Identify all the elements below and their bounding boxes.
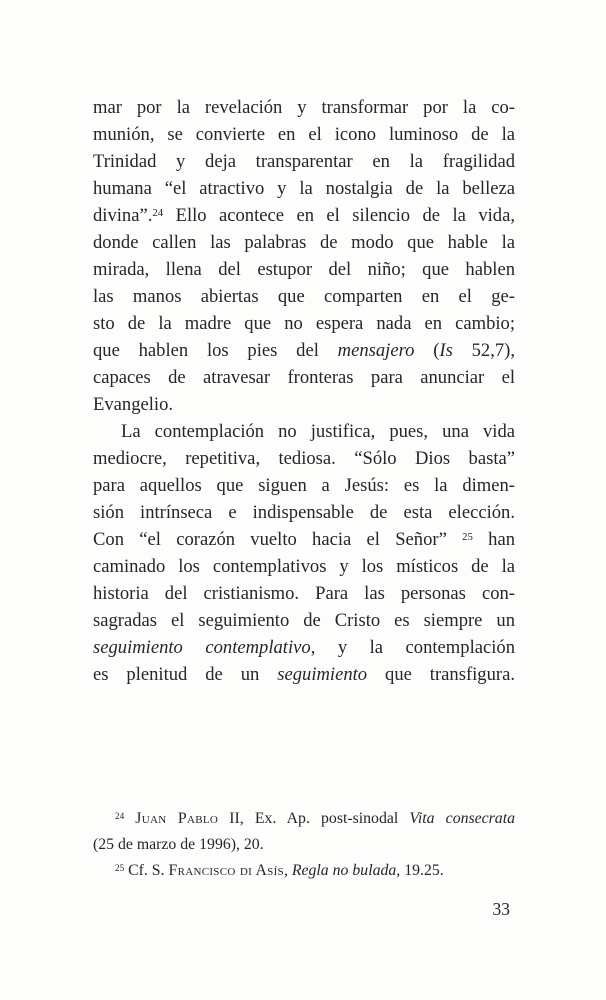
text-line: mediocre, repetitiva, tediosa. “Sólo Dios basta” bbox=[93, 448, 515, 469]
text-line: caminado los contemplativos y los místicos de la bbox=[93, 556, 515, 577]
text-line: Trinidad y deja transparentar en la fragilidad bbox=[93, 151, 515, 172]
text-line: $^{24}$ Juan Pablo II, Ex. Ap. post-sinodal Vita consecrata bbox=[115, 810, 515, 827]
footnote-24 bbox=[93, 806, 515, 858]
small-caps-text: Juan Pablo bbox=[135, 810, 219, 827]
page-number: 33 bbox=[492, 899, 510, 919]
text-line: sagradas el seguimiento de Cristo es siempre un bbox=[93, 610, 515, 631]
footnote-reference: 25 bbox=[115, 862, 125, 873]
italic-text: seguimiento contemplativo bbox=[93, 637, 311, 658]
body-paragraph-1 bbox=[93, 94, 515, 418]
text-line: Con “el corazón vuelto hacia el Señor” $^{25}$ han bbox=[93, 529, 515, 550]
text-line: $^{25}$ Cf. S. Francisco di Asís, Regla no bulada, 19.25. bbox=[115, 862, 444, 879]
italic-text: Vita consecrata bbox=[409, 810, 515, 827]
text-line: es plenitud de un seguimiento que transfigura. bbox=[93, 664, 515, 685]
text-line: sto de la madre que no espera nada en cambio; bbox=[93, 313, 515, 334]
italic-text: Regla no bulada bbox=[291, 862, 397, 879]
text-line: La contemplación no justifica, pues, una vida bbox=[121, 421, 515, 442]
text-line: (25 de marzo de 1996), 20. bbox=[93, 836, 264, 853]
italic-text: seguimiento bbox=[277, 664, 368, 685]
italic-text: mensajero bbox=[337, 340, 415, 361]
text-line: divina”.$^{24}$ Ello acontece en el silencio de la vida, bbox=[93, 205, 515, 226]
body-paragraph-2 bbox=[93, 418, 515, 688]
footnote-reference: 25 bbox=[462, 530, 473, 543]
text-line: que hablen los pies del mensajero (Is 52,7), bbox=[93, 340, 515, 361]
footnote-reference: 24 bbox=[115, 810, 125, 821]
text-line: Evangelio. bbox=[93, 394, 174, 415]
text-line: capaces de atravesar fronteras para anunciar el bbox=[93, 367, 515, 388]
text-line: sión intrínseca e indispensable de esta elección. bbox=[93, 502, 515, 523]
text-line: mirada, llena del estupor del niño; que hablen bbox=[93, 259, 515, 280]
text-line: munión, se convierte en el icono luminoso de la bbox=[93, 124, 515, 145]
text-line: para aquellos que siguen a Jesús: es la dimen- bbox=[93, 475, 515, 496]
footnote-25 bbox=[93, 858, 515, 884]
text-line: donde callen las palabras de modo que hable la bbox=[93, 232, 515, 253]
footnote-reference: 24 bbox=[152, 206, 164, 219]
text-line: seguimiento contemplativo, y la contemplación bbox=[93, 637, 515, 658]
text-line: humana “el atractivo y la nostalgia de la belleza bbox=[93, 178, 515, 199]
italic-text: Is bbox=[439, 340, 453, 361]
small-caps-text: Francisco di Asís bbox=[168, 862, 284, 879]
text-line: las manos abiertas que comparten en el ge- bbox=[93, 286, 515, 307]
text-line: historia del cristianismo. Para las personas con- bbox=[93, 583, 515, 604]
text-line: mar por la revelación y transformar por la co- bbox=[93, 97, 515, 118]
